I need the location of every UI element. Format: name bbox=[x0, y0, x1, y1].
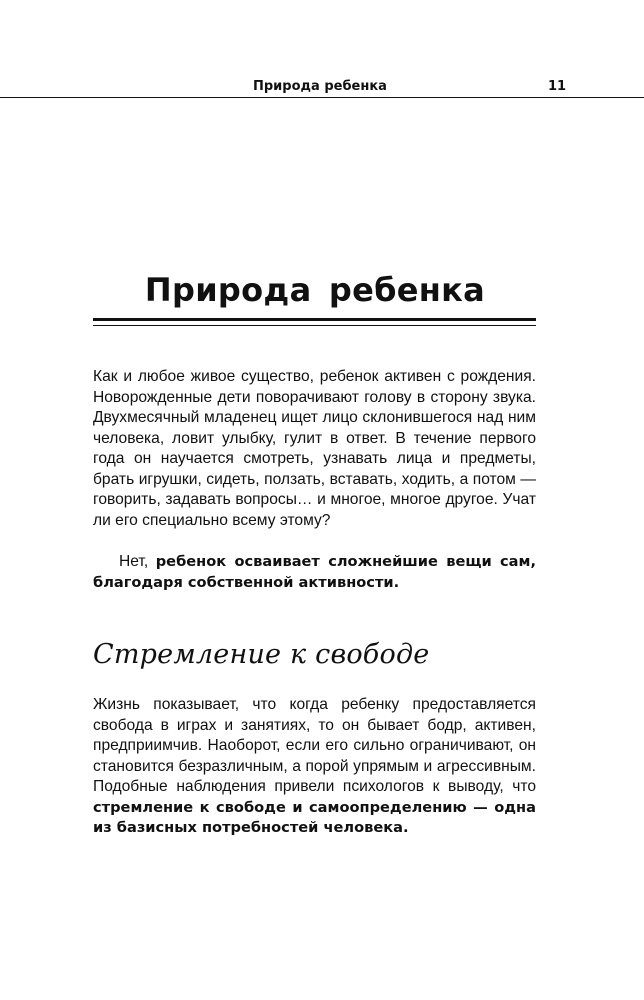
running-header bbox=[0, 78, 644, 98]
running-title: Природа ребенка bbox=[253, 79, 387, 94]
chapter-title: Природа ребенка bbox=[144, 271, 486, 309]
paragraph-intro: Как и любое живое существо, ребенок активен с рождения. Новорожденные дети поворачивают голову в сторону звука. Двухмесячный младенец ищет лицо склонившегося над ним человека, ловит улыбку, гулит в ответ. В течение первого года он научается смотреть, узнавать лица и предметы, брать игрушки, сидеть, ползать, вставать, ходить, а потом — говорить, задавать вопросы… и многое, многое другое. Учат ли его специально всему этому? bbox=[93, 368, 536, 529]
header-rule bbox=[0, 97, 644, 98]
paragraph-freedom bbox=[93, 695, 536, 839]
paragraph-answer-lead: Нет, bbox=[119, 553, 156, 570]
page-number: 11 bbox=[548, 79, 567, 94]
paragraph-answer bbox=[93, 552, 536, 593]
title-rule-thick bbox=[93, 318, 536, 321]
paragraph-answer-emphasis: ребенок осваивает сложнейшие вещи сам, благодаря собственной активности. bbox=[93, 553, 536, 591]
paragraph-freedom-emphasis: стремление к свободе и самоопределению — одна из базисных потребностей человека. bbox=[93, 798, 536, 836]
paragraph-freedom-text: Жизнь показывает, что когда ребенку предоставляется свобода в играх и занятиях, то он бывает бодр, активен, предприимчив. Наоборот, если его сильно ограничивают, он становится безразличным, а порой упрямым и агрессивным. Подобные наблюдения привели психологов к выводу, что bbox=[93, 696, 536, 795]
title-rule-thin bbox=[93, 325, 536, 326]
section-heading: Стремление к свободе bbox=[93, 639, 430, 670]
